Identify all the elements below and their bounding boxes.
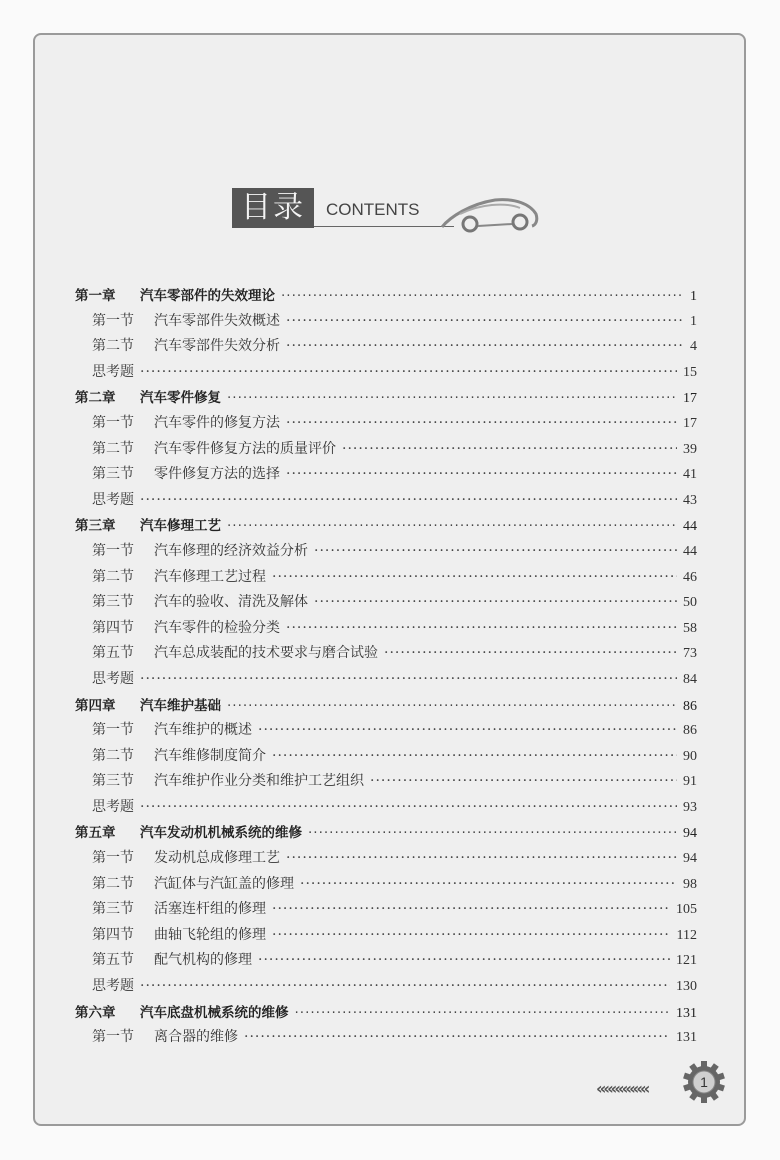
toc-entry-title: 汽车修理工艺过程 [154, 568, 266, 585]
toc-entry-title: 汽车维护的概述 [154, 722, 252, 739]
dot-leader [258, 952, 670, 968]
toc-entry-page: 105 [676, 902, 697, 918]
toc-section-row[interactable] [75, 796, 697, 822]
dot-leader [258, 722, 677, 738]
toc-entry-title: 汽车的验收、清洗及解体 [154, 594, 308, 611]
toc-section-row[interactable] [75, 540, 697, 566]
toc-entry-number: 第二章 [75, 390, 116, 407]
toc-entry-title: 汽车修理工艺 [140, 518, 221, 535]
toc-chapter-row[interactable] [75, 821, 697, 847]
dot-leader [140, 799, 677, 815]
dot-leader [272, 927, 671, 943]
dot-leader [281, 288, 684, 304]
toc-entry-number: 第一节 [92, 414, 134, 431]
toc-section-row[interactable] [75, 847, 697, 873]
toc-section-row[interactable] [75, 566, 697, 592]
toc-entry-number: 第四节 [92, 619, 134, 636]
toc-entry-title: 思考题 [92, 978, 134, 995]
toc-chapter-row[interactable] [75, 284, 697, 310]
dot-leader [244, 1029, 670, 1045]
toc-entry-number: 第五节 [92, 645, 134, 662]
toc-entry-page: 17 [683, 391, 697, 407]
toc-section-row[interactable] [75, 591, 697, 617]
dot-leader [227, 518, 677, 534]
toc-entry-number: 第三节 [92, 901, 134, 918]
toc-entry-number: 第四节 [92, 926, 134, 943]
toc-entry-page: 84 [683, 671, 697, 687]
toc-entry-page: 50 [683, 595, 697, 611]
toc-chapter-row[interactable] [75, 386, 697, 412]
toc-entry-page: 1 [690, 289, 697, 304]
toc-section-row[interactable] [75, 873, 697, 899]
toc-entry-title: 汽车零部件失效概述 [154, 312, 280, 329]
toc-entry-title: 曲轴飞轮组的修理 [154, 926, 266, 943]
dot-leader [308, 825, 677, 841]
toc-entry-page: 86 [683, 698, 697, 714]
toc-entry-title: 汽车修理的经济效益分析 [154, 542, 308, 559]
toc-entry-number: 第一节 [92, 1029, 134, 1046]
toc-section-row[interactable] [75, 975, 697, 1001]
toc-entry-page: 86 [683, 723, 697, 739]
toc-entry-title: 零件修复方法的选择 [154, 466, 280, 483]
toc-entry-title: 配气机构的修理 [154, 952, 252, 969]
toc-section-row[interactable] [75, 489, 697, 515]
dot-leader [342, 441, 677, 457]
toc-entry-page: 91 [683, 774, 697, 790]
toc-entry-page: 73 [683, 646, 697, 662]
dot-leader [314, 594, 677, 610]
dot-leader [314, 543, 677, 559]
toc-entry-page: 44 [683, 543, 697, 559]
dot-leader [286, 466, 677, 482]
toc-entry-page: 112 [676, 927, 697, 943]
dot-leader [140, 978, 670, 994]
toc-entry-title: 汽车维修制度简介 [154, 747, 266, 764]
toc-section-row[interactable] [75, 617, 697, 643]
toc-entry-title: 汽车零件的修复方法 [154, 414, 280, 431]
toc-section-row[interactable] [75, 770, 697, 796]
toc-entry-page: 1 [690, 313, 697, 329]
toc-entry-page: 58 [683, 620, 697, 636]
dot-leader [272, 569, 677, 585]
dot-leader [227, 390, 677, 406]
dot-leader [272, 748, 677, 764]
toc-title-cn: 目录 [232, 188, 314, 228]
toc-entry-page: 94 [683, 851, 697, 867]
dot-leader [140, 671, 677, 687]
toc-entry-page: 46 [683, 569, 697, 585]
dot-leader [272, 901, 670, 917]
toc-entry-number: 第五节 [92, 952, 134, 969]
toc-entry-title: 汽车发动机机械系统的维修 [140, 825, 302, 842]
toc-entry-number: 第二节 [92, 440, 134, 457]
header-underline [314, 226, 454, 227]
toc-entry-number: 第二节 [92, 747, 134, 764]
toc-entry-page: 4 [690, 339, 697, 355]
toc-section-row[interactable] [75, 438, 697, 464]
toc-header [232, 188, 562, 228]
toc-section-row[interactable] [75, 463, 697, 489]
toc-section-row[interactable] [75, 949, 697, 975]
toc-entry-number: 第三章 [75, 518, 116, 535]
toc-entry-page: 90 [683, 748, 697, 764]
toc-entry-title: 汽车总成装配的技术要求与磨合试验 [154, 645, 378, 662]
dot-leader [286, 415, 677, 431]
page-number: 1 [700, 1074, 708, 1090]
toc-entry-title: 思考题 [92, 363, 134, 380]
toc-section-row[interactable] [75, 924, 697, 950]
toc-section-row[interactable] [75, 310, 697, 336]
toc-section-row[interactable] [75, 719, 697, 745]
toc-entry-title: 汽车零件的检验分类 [154, 619, 280, 636]
toc-entry-title: 思考题 [92, 491, 134, 508]
toc-title-en: CONTENTS [326, 200, 420, 219]
toc-entry-page: 94 [683, 826, 697, 842]
toc-entry-page: 15 [683, 364, 697, 380]
toc-entry-title: 汽车零部件失效分析 [154, 338, 280, 355]
arrows-icon: ««««««« [596, 1079, 648, 1098]
car-icon [440, 192, 540, 234]
toc-entry-page: 17 [683, 415, 697, 431]
toc-entry-title: 思考题 [92, 670, 134, 687]
dot-leader [286, 620, 677, 636]
toc-entry-number: 第一节 [92, 722, 134, 739]
toc-entry-number: 第一章 [75, 288, 116, 304]
toc-chapter-row[interactable] [75, 1001, 697, 1027]
toc-entry-number: 第四章 [75, 697, 116, 714]
toc-section-row[interactable] [75, 898, 697, 924]
toc-entry-title: 离合器的维修 [154, 1029, 238, 1046]
toc-entry-number: 第三节 [92, 466, 134, 483]
dot-leader [227, 698, 677, 714]
toc-chapter-row[interactable] [75, 694, 697, 720]
toc-entry-number: 第六章 [75, 1004, 116, 1021]
toc-entry-number: 第二节 [92, 568, 134, 585]
toc-entry-title: 汽缸体与汽缸盖的修理 [154, 875, 294, 892]
toc-section-row[interactable] [75, 745, 697, 771]
toc-section-row[interactable] [75, 412, 697, 438]
toc-entry-number: 第一节 [92, 542, 134, 559]
toc-entry-number: 第三节 [92, 773, 134, 790]
toc-section-row[interactable] [75, 668, 697, 694]
toc-entry-page: 121 [676, 953, 697, 969]
toc-entry-number: 第三节 [92, 594, 134, 611]
toc-entry-title: 汽车底盘机械系统的维修 [140, 1004, 289, 1021]
dot-leader [286, 313, 684, 329]
toc-entry-page: 41 [683, 467, 697, 483]
toc-entry-title: 汽车零件修复方法的质量评价 [154, 440, 336, 457]
dot-leader [300, 876, 677, 892]
dot-leader [140, 364, 677, 380]
toc-entry-number: 第一节 [92, 312, 134, 329]
toc-chapter-row[interactable] [75, 514, 697, 540]
toc-entry-number: 第二节 [92, 875, 134, 892]
dot-leader [286, 850, 677, 866]
toc-entry-title: 发动机总成修理工艺 [154, 850, 280, 867]
toc-entry-page: 93 [683, 799, 697, 815]
toc-section-row[interactable] [75, 1026, 697, 1052]
toc-entry-title: 汽车维护基础 [140, 697, 221, 714]
toc-entry-number: 第一节 [92, 850, 134, 867]
toc-entry-page: 43 [683, 492, 697, 508]
toc-entry-page: 44 [683, 519, 697, 535]
toc-entry-title: 活塞连杆组的修理 [154, 901, 266, 918]
toc-entry-page: 130 [676, 979, 697, 995]
toc-entry-page: 131 [676, 1030, 697, 1046]
toc-section-row[interactable] [75, 361, 697, 387]
dot-leader [295, 1005, 671, 1021]
toc-entry-title: 思考题 [92, 798, 134, 815]
toc-section-row[interactable] [75, 335, 697, 361]
toc-entry-title: 汽车零部件的失效理论 [140, 288, 275, 304]
toc-entry-number: 第五章 [75, 825, 116, 842]
toc-entry-page: 131 [676, 1005, 697, 1021]
dot-leader [370, 773, 677, 789]
toc-entry-number: 第二节 [92, 338, 134, 355]
toc-entry-page: 98 [683, 876, 697, 892]
dot-leader [140, 492, 677, 508]
dot-leader [286, 338, 684, 354]
toc-section-row[interactable] [75, 642, 697, 668]
toc-entry-title: 汽车维护作业分类和维护工艺组织 [154, 773, 364, 790]
dot-leader [384, 645, 677, 661]
toc-entry-page: 39 [683, 441, 697, 457]
toc-entry-title: 汽车零件修复 [140, 390, 221, 407]
table-of-contents [75, 284, 697, 1052]
